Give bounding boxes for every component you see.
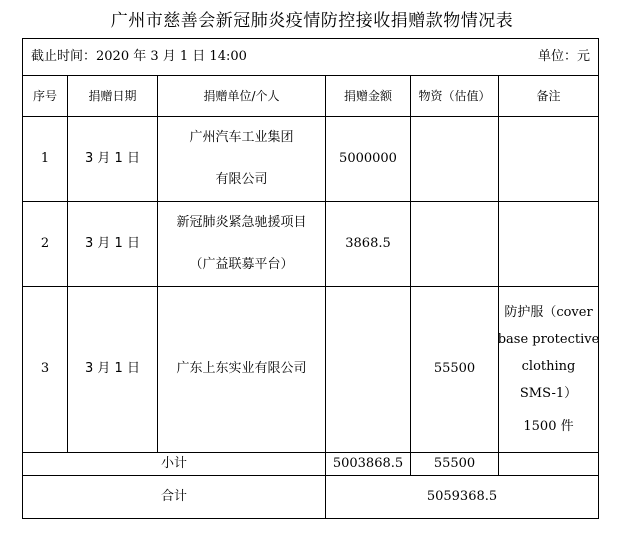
cell-donor: 广东上东实业有限公司 bbox=[158, 287, 326, 453]
note-line: 1500 件 bbox=[523, 419, 574, 434]
subtotal-row bbox=[23, 453, 599, 476]
header-goods: 物资（估值） bbox=[411, 76, 499, 117]
donor-line: 新冠肺炎紧急驰援项目 bbox=[176, 215, 307, 230]
page-title: 广州市慈善会新冠肺炎疫情防控接收捐赠款物情况表 bbox=[110, 11, 514, 31]
header-note: 备注 bbox=[499, 76, 599, 117]
cutoff-time: 截止时间：2020 年 3 月 1 日 14:00 bbox=[31, 48, 247, 64]
total-row bbox=[23, 476, 599, 519]
note-line: SMS-1） bbox=[519, 386, 578, 401]
cell-seq: 3 bbox=[23, 287, 68, 453]
total-amount: 5059368.5 bbox=[326, 476, 599, 519]
note-line: base protective bbox=[497, 332, 600, 347]
meta-row bbox=[23, 39, 599, 76]
donor-line: 有限公司 bbox=[215, 172, 268, 187]
cell-amount bbox=[326, 287, 411, 453]
note-line: 防护服（cover bbox=[504, 305, 593, 320]
cell-amount: 3868.5 bbox=[326, 202, 411, 287]
cell-goods bbox=[411, 202, 499, 287]
donor-line: （广益联募平台） bbox=[189, 257, 294, 272]
header-donor: 捐赠单位/个人 bbox=[158, 76, 326, 117]
donor-line: 广州汽车工业集团 bbox=[189, 130, 294, 145]
header-seq: 序号 bbox=[23, 76, 68, 117]
subtotal-note bbox=[499, 453, 599, 476]
header-amount: 捐赠金额 bbox=[326, 76, 411, 117]
donation-table bbox=[22, 38, 599, 519]
table-row bbox=[23, 287, 599, 453]
cell-date: 3 月 1 日 bbox=[68, 117, 158, 202]
cell-date: 3 月 1 日 bbox=[68, 287, 158, 453]
cell-seq: 2 bbox=[23, 202, 68, 287]
note-line: clothing bbox=[521, 359, 576, 374]
cell-seq: 1 bbox=[23, 117, 68, 202]
table-row bbox=[23, 202, 599, 287]
table-row bbox=[23, 117, 599, 202]
cell-note bbox=[499, 287, 599, 453]
subtotal-label: 小计 bbox=[23, 453, 326, 476]
unit-label: 单位：元 bbox=[537, 48, 590, 64]
cell-goods: 55500 bbox=[411, 287, 499, 453]
cell-donor bbox=[158, 202, 326, 287]
cell-date: 3 月 1 日 bbox=[68, 202, 158, 287]
table-header bbox=[23, 76, 599, 117]
header-date: 捐赠日期 bbox=[68, 76, 158, 117]
cell-donor bbox=[158, 117, 326, 202]
cell-note bbox=[499, 202, 599, 287]
cell-note bbox=[499, 117, 599, 202]
subtotal-goods: 55500 bbox=[411, 453, 499, 476]
cell-goods bbox=[411, 117, 499, 202]
total-label: 合计 bbox=[23, 476, 326, 519]
subtotal-amount: 5003868.5 bbox=[326, 453, 411, 476]
cell-amount: 5000000 bbox=[326, 117, 411, 202]
